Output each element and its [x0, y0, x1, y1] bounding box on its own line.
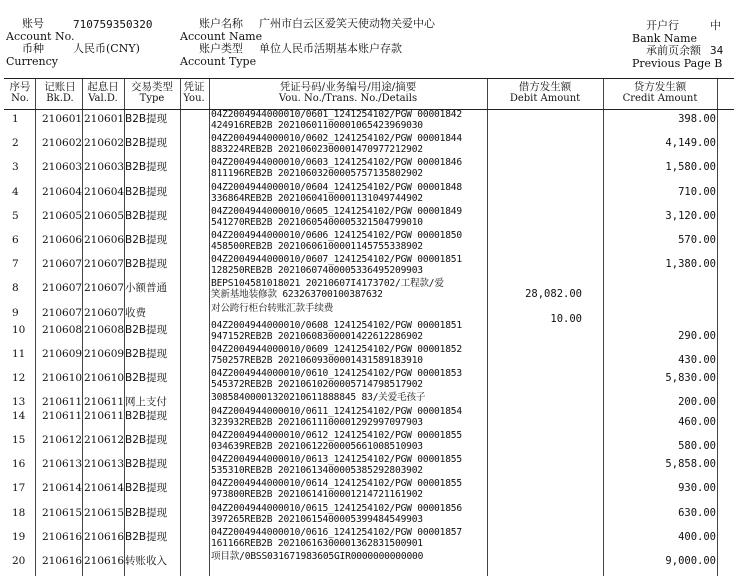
row-details-line1: BEPS104581018021 20210607I4173702/工程款/爱: [211, 278, 444, 290]
row-credit: 1,580.00: [665, 161, 716, 174]
row-book-date: 210614: [42, 482, 83, 495]
col-val-en: Val.D.: [88, 93, 118, 104]
bank-label-cn: 开户行: [646, 19, 679, 32]
row-credit: 4,149.00: [665, 137, 716, 150]
col-bk-cn: 记账日: [44, 81, 76, 93]
row-details-line2: 811196REB2B 20210603200005757135802902: [211, 168, 423, 180]
row-value-date: 210610: [84, 371, 125, 384]
table-row: [4, 231, 734, 255]
row-book-date: 210616: [42, 555, 83, 567]
prev-balance-value: 34: [710, 44, 724, 57]
table-row: [4, 552, 734, 576]
row-book-date: 210606: [42, 233, 83, 246]
col-val: [82, 81, 124, 105]
row-credit: 5,830.00: [665, 371, 716, 384]
row-no: 18: [12, 506, 26, 519]
row-no: 3: [12, 161, 19, 174]
row-value-date: 210612: [84, 434, 125, 447]
row-book-date: 210602: [42, 137, 83, 150]
account-type-label-cn: 账户类型: [199, 42, 243, 55]
col-vou: [180, 81, 208, 105]
account-no-label-cn: 账号: [22, 17, 44, 30]
row-details-line1: 04Z2004944000010/0610_1241254102/PGW 00001853: [211, 367, 462, 379]
row-credit: 290.00: [678, 329, 716, 342]
row-details-line1: 04Z2004944000010/0607_1241254102/PGW 00001851: [211, 254, 462, 266]
account-name-label-en: Account Name: [180, 30, 263, 43]
row-value-date: 210605: [84, 209, 125, 222]
row-no: 15: [12, 434, 26, 447]
row-value-date: 210616: [84, 530, 125, 543]
currency-value: 人民币(CNY): [73, 42, 140, 55]
row-type: B2B提现: [125, 233, 168, 246]
account-type-value: 单位人民币活期基本账户存款: [259, 42, 402, 55]
row-type: B2B提现: [125, 409, 168, 422]
row-no: 4: [12, 185, 19, 198]
row-details-line1: 04Z2004944000010/0614_1241254102/PGW 00001855: [211, 478, 462, 490]
row-details-line2: 947152REB2B 20210608300001422612286902: [211, 330, 423, 342]
currency-label-en: Currency: [6, 55, 58, 68]
row-credit: 460.00: [678, 415, 716, 428]
row-book-date: 210607: [42, 306, 83, 319]
col-details-cn: 凭证号码/业务编号/用途/摘要: [279, 81, 417, 93]
row-value-date: 210614: [84, 482, 125, 495]
row-value-date: 210611: [84, 409, 125, 422]
row-type: B2B提现: [125, 113, 168, 125]
table-row: [4, 255, 734, 279]
row-details-line2: 535310REB2B 20210613400005385292803902: [211, 465, 423, 477]
row-book-date: 210609: [42, 347, 83, 360]
row-no: 6: [12, 233, 19, 246]
row-details-line1: 04Z2004944000010/0615_1241254102/PGW 00001856: [211, 502, 462, 514]
row-details-line1: 04Z2004944000010/0606_1241254102/PGW 00001850: [211, 229, 462, 241]
row-details-line1: 04Z2004944000010/0608_1241254102/PGW 00001851: [211, 319, 462, 331]
table-row: [4, 158, 734, 182]
col-credit: [604, 81, 716, 105]
row-details-line1: 项目款/0BSS031671983605GIR0000000000000: [211, 551, 424, 562]
currency-label-cn: 币种: [22, 42, 44, 55]
row-credit: 570.00: [678, 233, 716, 246]
table-row: [4, 134, 734, 158]
row-details-line1: 30858400001320210611888845 83/关爱毛孩子: [211, 391, 426, 403]
table-row: [4, 407, 734, 431]
row-type: 转账收入: [125, 555, 167, 567]
row-type: B2B提现: [125, 530, 168, 543]
row-credit: 710.00: [678, 185, 716, 198]
table-row: [4, 369, 734, 393]
row-book-date: 210610: [42, 371, 83, 384]
row-details-line2: 883224REB2B 20210602300001470977212902: [211, 144, 423, 156]
row-details-line2: 336864REB2B 20210604100001131049744902: [211, 192, 423, 204]
col-type-en: Type: [139, 93, 165, 104]
col-no: [6, 81, 34, 105]
row-credit: 398.00: [678, 113, 716, 125]
row-book-date: 210607: [42, 282, 83, 295]
account-no-label-en: Account No.: [6, 30, 75, 43]
row-details-line1: 04Z2004944000010/0609_1241254102/PGW 00001852: [211, 343, 462, 355]
row-type: B2B提现: [125, 458, 168, 471]
row-details-line1: 04Z2004944000010/0605_1241254102/PGW 00001849: [211, 205, 462, 217]
row-value-date: 210609: [84, 347, 125, 360]
row-details-line2: 397265REB2B 20210615400005399484549903: [211, 513, 423, 525]
row-no: 8: [12, 282, 19, 295]
row-type: B2B提现: [125, 209, 168, 222]
col-credit-cn: 贷方发生额: [633, 81, 687, 93]
row-book-date: 210608: [42, 323, 83, 336]
col-type-cn: 交易类型: [131, 81, 173, 93]
row-type: B2B提现: [125, 258, 168, 271]
row-no: 7: [12, 258, 19, 271]
table-row: [4, 528, 734, 552]
row-credit: 580.00: [678, 440, 716, 453]
row-details-line2: 笑新基地装修款 623263700100387632: [211, 289, 383, 301]
row-details-line1: 04Z2004944000010/0616_1241254102/PGW 00001857: [211, 526, 462, 538]
row-type: B2B提现: [125, 323, 168, 336]
row-credit: 5,858.00: [665, 458, 716, 471]
row-no: 13: [12, 395, 26, 408]
table-row: [4, 345, 734, 369]
row-details-line2: 034639REB2B 20210612200005661008510903: [211, 441, 423, 453]
row-value-date: 210606: [84, 233, 125, 246]
row-value-date: 210601: [84, 113, 125, 125]
account-no-value: 710759350320: [73, 18, 153, 31]
row-book-date: 210607: [42, 258, 83, 271]
row-type: B2B提现: [125, 506, 168, 519]
row-no: 19: [12, 530, 26, 543]
col-bk-en: Bk.D.: [46, 93, 74, 104]
row-details-line1: 04Z2004944000010/0601_1241254102/PGW 00001842: [211, 109, 462, 120]
table-row: [4, 110, 734, 134]
row-no: 9: [12, 306, 19, 319]
table-row: [4, 393, 734, 407]
row-book-date: 210603: [42, 161, 83, 174]
row-no: 1: [12, 113, 19, 125]
bank-label-en: Bank Name: [632, 32, 698, 45]
account-type-label-en: Account Type: [180, 55, 257, 68]
col-no-cn: 序号: [9, 81, 31, 93]
col-vou-en: You.: [183, 93, 205, 104]
row-no: 2: [12, 137, 19, 150]
col-details-en: Vou. No./Trans. No./Details: [278, 93, 418, 104]
row-credit: 400.00: [678, 530, 716, 543]
table-row: [4, 431, 734, 455]
row-value-date: 210613: [84, 458, 125, 471]
row-details-line2: 323932REB2B 20210611100001292997097903: [211, 416, 423, 428]
account-name-value: 广州市白云区爱笑天使动物关爱中心: [259, 17, 435, 30]
table-row: [4, 455, 734, 479]
row-value-date: 210607: [84, 306, 125, 319]
row-details-line2: 458500REB2B 20210606100001145755338902: [211, 240, 423, 252]
col-no-en: No.: [11, 93, 29, 104]
row-details-line2: 541270REB2B 20210605400005321504799010: [211, 216, 423, 228]
row-value-date: 210608: [84, 323, 125, 336]
col-vou-cn: 凭证: [183, 81, 205, 93]
row-book-date: 210601: [42, 113, 83, 125]
col-debit: [488, 81, 602, 105]
col-bk: [39, 81, 81, 105]
row-details-line2: 161166REB2B 20210616300001362831500901: [211, 537, 423, 549]
row-book-date: 210613: [42, 458, 83, 471]
row-debit: 10.00: [550, 312, 582, 325]
row-details-line1: 04Z2004944000010/0611_1241254102/PGW 00001854: [211, 405, 462, 417]
row-type: B2B提现: [125, 161, 168, 174]
prev-balance-label-cn: 承前页余额: [646, 44, 701, 57]
row-type: B2B提现: [125, 482, 168, 495]
row-no: 12: [12, 371, 26, 384]
row-no: 10: [12, 323, 26, 336]
row-book-date: 210604: [42, 185, 83, 198]
row-no: 17: [12, 482, 26, 495]
row-value-date: 210611: [84, 395, 125, 408]
table-row: [4, 183, 734, 207]
row-details-line1: 04Z2004944000010/0604_1241254102/PGW 00001848: [211, 181, 462, 193]
row-credit: 3,120.00: [665, 209, 716, 222]
bank-value: 中: [710, 19, 721, 32]
row-book-date: 210611: [42, 409, 83, 422]
col-credit-en: Credit Amount: [622, 93, 698, 104]
row-credit: 9,000.00: [665, 555, 716, 567]
row-details-line2: 424916REB2B 20210601100001065423969030: [211, 120, 423, 131]
col-debit-en: Debit Amount: [509, 93, 581, 104]
table-header: [4, 79, 734, 110]
account-name-label-cn: 账户名称: [199, 17, 243, 30]
row-book-date: 210616: [42, 530, 83, 543]
row-details-line1: 04Z2004944000010/0612_1241254102/PGW 00001855: [211, 430, 462, 442]
row-details-line1: 04Z2004944000010/0613_1241254102/PGW 00001855: [211, 454, 462, 466]
row-details-line2: 545372REB2B 20210610200005714798517902: [211, 378, 423, 390]
row-no: 14: [12, 409, 26, 422]
row-details-line1: 04Z2004944000010/0603_1241254102/PGW 00001846: [211, 157, 462, 169]
row-book-date: 210611: [42, 395, 83, 408]
row-debit: 28,082.00: [525, 288, 582, 301]
row-type: B2B提现: [125, 185, 168, 198]
row-type: 收费: [125, 306, 146, 319]
row-book-date: 210605: [42, 209, 83, 222]
row-credit: 430.00: [678, 353, 716, 366]
table-row: [4, 321, 734, 345]
row-value-date: 210604: [84, 185, 125, 198]
row-no: 20: [12, 555, 26, 567]
row-value-date: 210603: [84, 161, 125, 174]
row-value-date: 210602: [84, 137, 125, 150]
row-value-date: 210607: [84, 282, 125, 295]
table-row: [4, 504, 734, 528]
table-row: [4, 207, 734, 231]
col-val-cn: 起息日: [87, 81, 119, 93]
row-type: B2B提现: [125, 137, 168, 150]
col-debit-cn: 借方发生额: [518, 81, 572, 93]
row-type: 网上支付: [125, 395, 167, 408]
row-book-date: 210615: [42, 506, 83, 519]
row-credit: 1,380.00: [665, 258, 716, 271]
row-value-date: 210616: [84, 555, 125, 567]
row-no: 5: [12, 209, 19, 222]
col-type: [124, 81, 180, 105]
row-type: B2B提现: [125, 371, 168, 384]
prev-balance-label-en: Previous Page B: [632, 57, 723, 70]
row-credit: 200.00: [678, 395, 716, 408]
row-details-line1: 04Z2004944000010/0602_1241254102/PGW 00001844: [211, 133, 462, 145]
col-details: [210, 81, 486, 105]
row-details-line2: 750257REB2B 20210609300001431589183910: [211, 354, 423, 366]
row-details-line1: 对公跨行柜台转账汇款手续费: [211, 302, 334, 314]
row-credit: 630.00: [678, 506, 716, 519]
row-value-date: 210607: [84, 258, 125, 271]
row-no: 16: [12, 458, 26, 471]
row-value-date: 210615: [84, 506, 125, 519]
row-type: 小额普通: [125, 282, 167, 295]
table-row: [4, 279, 734, 303]
row-details-line2: 973800REB2B 20210614100001214721161902: [211, 489, 423, 501]
row-type: B2B提现: [125, 347, 168, 360]
transaction-table: [4, 78, 734, 576]
table-row: [4, 479, 734, 503]
row-book-date: 210612: [42, 434, 83, 447]
row-details-line2: 128250REB2B 20210607400005336495209903: [211, 265, 423, 277]
table-body: [4, 110, 734, 576]
row-credit: 930.00: [678, 482, 716, 495]
row-type: B2B提现: [125, 434, 168, 447]
row-no: 11: [12, 347, 26, 360]
